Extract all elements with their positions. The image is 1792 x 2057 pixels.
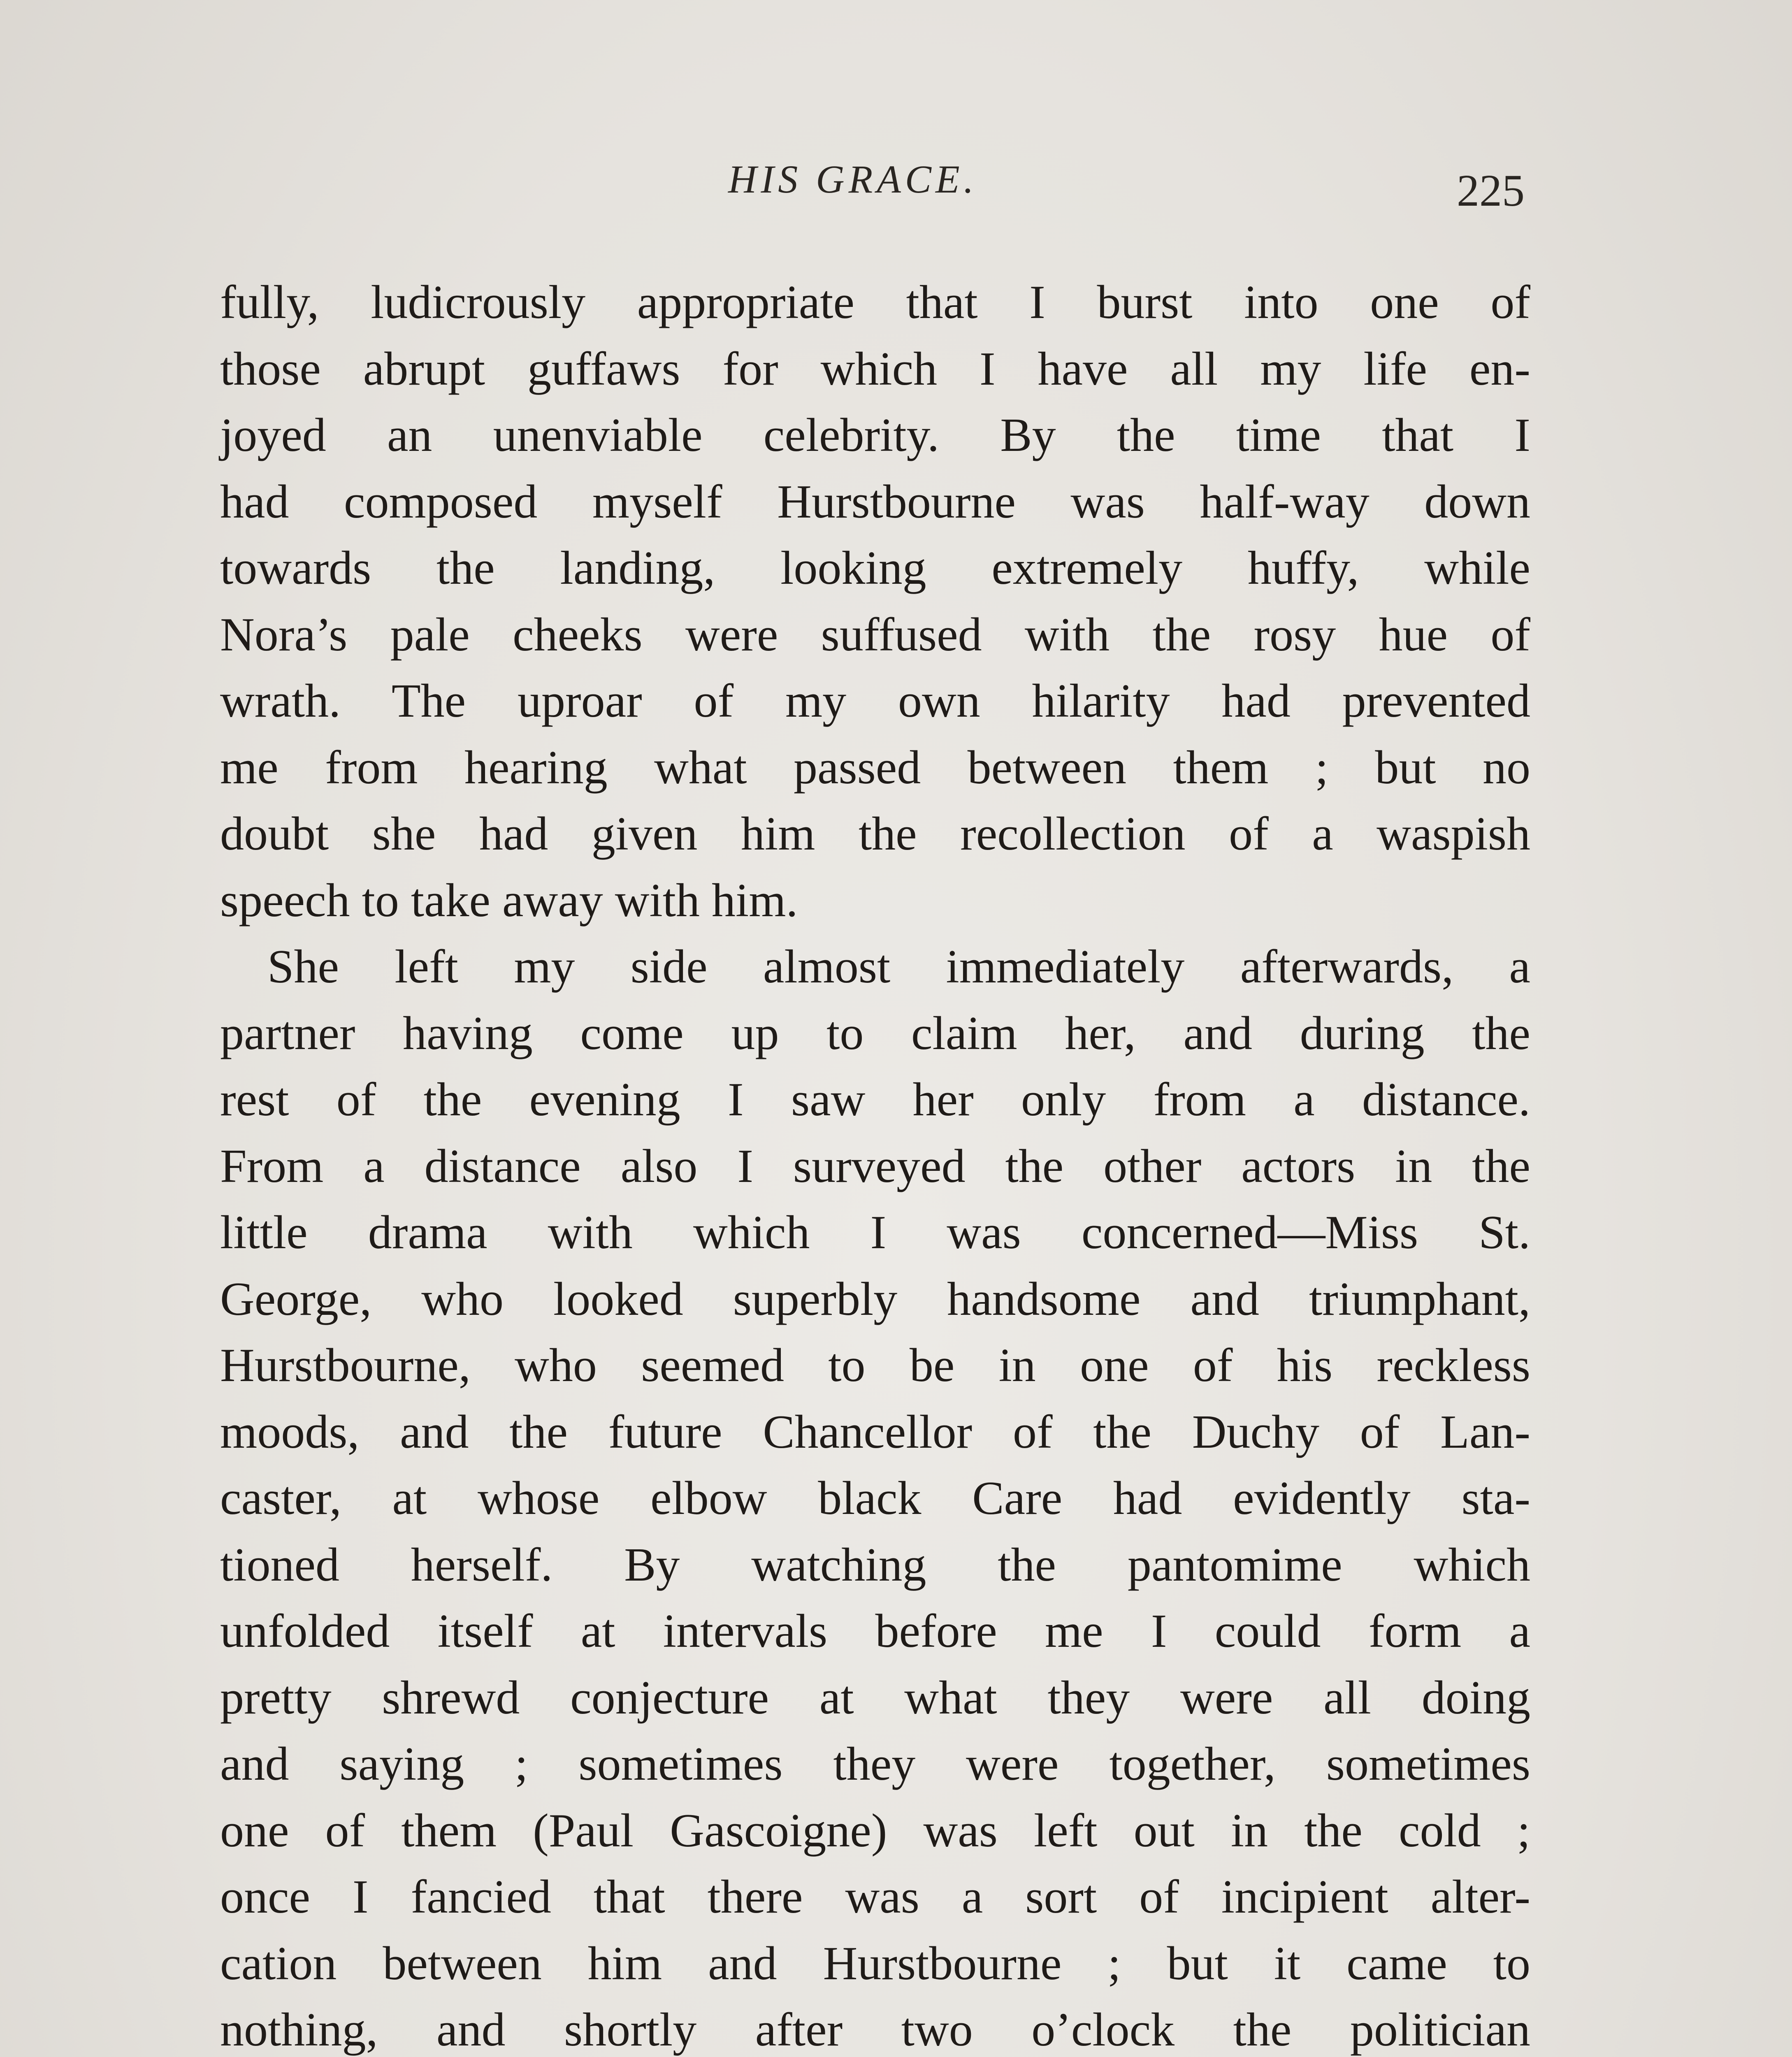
text-line: moods, and the future Chancellor of the Duchy of Lan- <box>220 1405 1530 1458</box>
text-line: cation between him and Hurstbourne ; but it came to <box>220 1937 1530 1990</box>
text-line: From a distance also I surveyed the other actors in the <box>220 1140 1530 1193</box>
text-line: fully, ludicrously appropriate that I burst into one of <box>220 276 1530 329</box>
text-line: caster, at whose elbow black Care had evidently sta- <box>220 1472 1530 1525</box>
text-line: wrath. The uproar of my own hilarity had prevented <box>220 675 1530 727</box>
text-line: doubt she had given him the recollection of a waspish <box>220 808 1530 860</box>
text-line: She left my side almost immediately afterwards, a <box>267 940 1530 993</box>
text-line: and saying ; sometimes they were together, sometimes <box>220 1738 1530 1790</box>
text-line: those abrupt guffaws for which I have all my life en- <box>220 342 1530 395</box>
text-line: had composed myself Hurstbourne was half-way down <box>220 475 1530 528</box>
page-number: 225 <box>1457 165 1525 216</box>
text-line: towards the landing, looking extremely huffy, while <box>220 542 1530 594</box>
text-line: unfolded itself at intervals before me I could form a <box>220 1605 1530 1658</box>
text-line: speech to take away with him. <box>220 874 798 927</box>
text-line: nothing, and shortly after two o’clock the politician <box>220 2004 1530 2056</box>
text-line: tioned herself. By watching the pantomime which <box>220 1538 1530 1591</box>
text-line: pretty shrewd conjecture at what they were all doing <box>220 1671 1530 1724</box>
text-line: partner having come up to claim her, and during the <box>220 1007 1530 1060</box>
text-line: Hurstbourne, who seemed to be in one of his reckless <box>220 1339 1530 1392</box>
text-line: little drama with which I was concerned—Miss St. <box>220 1206 1530 1259</box>
body-text <box>220 269 1530 2057</box>
text-line: rest of the evening I saw her only from a distance. <box>220 1073 1530 1126</box>
text-line: me from hearing what passed between them ; but no <box>220 741 1530 794</box>
text-line: George, who looked superbly handsome and triumphant, <box>220 1272 1530 1326</box>
text-line: once I fancied that there was a sort of incipient alter- <box>220 1871 1530 1923</box>
text-line: joyed an unenviable celebrity. By the time that I <box>220 409 1530 462</box>
text-line: one of them (Paul Gascoigne) was left out in the cold ; <box>220 1804 1530 1857</box>
running-head: HIS GRACE. <box>728 157 978 201</box>
text-line: Nora’s pale cheeks were suffused with the rosy hue of <box>220 608 1530 661</box>
